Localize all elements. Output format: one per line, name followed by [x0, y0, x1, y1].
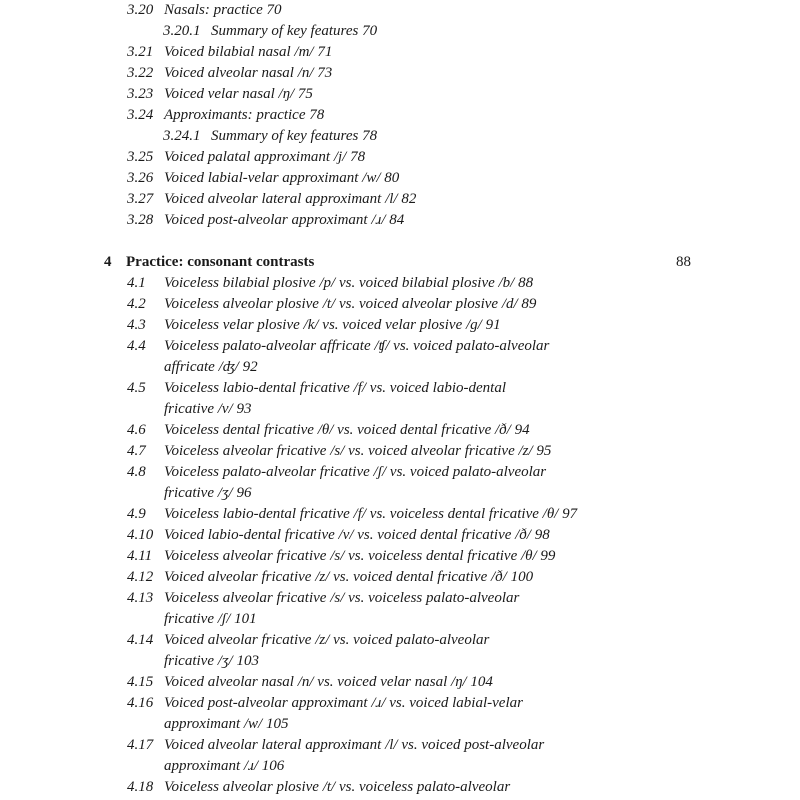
section-number: 4.6 — [127, 422, 146, 438]
section-number: 4.11 — [127, 548, 153, 564]
toc-section-entry[interactable] — [127, 0, 282, 21]
toc-section-entry[interactable] — [127, 294, 536, 315]
section-number: 4.2 — [127, 296, 146, 312]
section-number: 4.5 — [127, 380, 146, 396]
section-number: 4.9 — [127, 506, 146, 522]
section-title: Nasals: practice 70 — [164, 2, 282, 18]
toc-section-entry[interactable] — [127, 420, 530, 441]
toc-section-entry[interactable] — [127, 588, 519, 609]
section-title-continuation: fricative /v/ 93 — [164, 401, 252, 417]
toc-section-entry[interactable] — [127, 63, 332, 84]
section-number: 3.20.1 — [163, 23, 201, 39]
section-title: Voiceless labio-dental fricative /f/ vs. voiceless dental fricative /θ/ 97 — [164, 506, 578, 522]
section-number: 4.15 — [127, 674, 154, 690]
section-title: Voiced post-alveolar approximant /ɹ/ vs. voiced labial-velar — [164, 695, 523, 711]
section-number: 4.8 — [127, 464, 146, 480]
toc-section-continuation[interactable] — [164, 357, 258, 378]
toc-subsection-entry[interactable] — [163, 21, 377, 42]
toc-section-entry[interactable] — [127, 84, 313, 105]
section-title: Voiceless alveolar fricative /s/ vs. voiceless palato-alveolar — [164, 590, 520, 606]
toc-section-entry[interactable] — [127, 42, 332, 63]
toc-section-entry[interactable] — [127, 210, 404, 231]
section-number: 4.10 — [127, 527, 154, 543]
toc-section-entry[interactable] — [127, 147, 365, 168]
section-number: 4.12 — [127, 569, 154, 585]
section-number: 4.14 — [127, 632, 154, 648]
section-title-continuation: approximant /ɹ/ 106 — [164, 758, 285, 774]
section-number: 3.21 — [127, 44, 154, 60]
section-title-continuation: approximant /w/ 105 — [164, 716, 289, 732]
toc-section-entry[interactable] — [127, 462, 546, 483]
section-number: 3.26 — [127, 170, 154, 186]
section-title: Voiced palatal approximant /j/ 78 — [164, 149, 366, 165]
toc-section-continuation[interactable] — [164, 651, 259, 672]
toc-section-continuation[interactable] — [164, 483, 251, 504]
toc-section-entry[interactable] — [127, 630, 489, 651]
section-title: Voiced alveolar fricative /z/ vs. voiced dental fricative /ð/ 100 — [164, 569, 534, 585]
section-number: 3.24.1 — [163, 128, 201, 144]
section-number: 4.1 — [127, 275, 146, 291]
toc-section-entry[interactable] — [127, 336, 549, 357]
section-title-continuation: affricate /ʤ/ 92 — [164, 359, 258, 375]
section-number: 4.3 — [127, 317, 146, 333]
toc-section-entry[interactable] — [127, 735, 544, 756]
toc-section-entry[interactable] — [127, 693, 523, 714]
section-title: Voiced alveolar nasal /n/ vs. voiced velar nasal /ŋ/ 104 — [164, 674, 493, 690]
toc-section-entry[interactable] — [127, 546, 555, 567]
toc-section-continuation[interactable] — [164, 609, 257, 630]
section-title: Summary of key features 78 — [211, 128, 378, 144]
toc-section-entry[interactable] — [127, 777, 510, 798]
section-number: 4.4 — [127, 338, 146, 354]
toc-section-continuation[interactable] — [164, 756, 284, 777]
section-title: Voiceless bilabial plosive /p/ vs. voiced bilabial plosive /b/ 88 — [164, 275, 534, 291]
section-title: Voiceless labio-dental fricative /f/ vs. voiced labio-dental — [164, 380, 506, 396]
section-title-continuation: fricative /ʃ/ 101 — [164, 611, 257, 627]
toc-section-entry[interactable] — [127, 525, 550, 546]
section-title: Voiced alveolar lateral approximant /l/ vs. voiced post-alveolar — [164, 737, 545, 753]
section-number: 4.13 — [127, 590, 154, 606]
toc-section-entry[interactable] — [127, 189, 416, 210]
section-title: Voiceless alveolar fricative /s/ vs. voiceless dental fricative /θ/ 99 — [164, 548, 556, 564]
section-title: Voiceless palato-alveolar affricate /ʧ/ vs. voiced palato-alveolar — [164, 338, 550, 354]
section-number: 4.16 — [127, 695, 154, 711]
section-title: Voiceless velar plosive /k/ vs. voiced velar plosive /g/ 91 — [164, 317, 501, 333]
section-title: Voiced alveolar nasal /n/ 73 — [164, 65, 333, 81]
toc-section-entry[interactable] — [127, 105, 324, 126]
section-number: 3.22 — [127, 65, 154, 81]
section-title: Voiceless palato-alveolar fricative /ʃ/ vs. voiced palato-alveolar — [164, 464, 547, 480]
toc-section-continuation[interactable] — [164, 714, 288, 735]
toc-section-entry[interactable] — [127, 672, 493, 693]
toc-section-entry[interactable] — [127, 315, 501, 336]
section-number: 3.27 — [127, 191, 154, 207]
toc-section-entry[interactable] — [127, 273, 533, 294]
toc-section-entry[interactable] — [127, 504, 577, 525]
chapter-number: 4 — [104, 254, 112, 270]
toc-section-entry[interactable] — [127, 168, 399, 189]
section-title: Voiced bilabial nasal /m/ 71 — [164, 44, 333, 60]
toc-section-continuation[interactable] — [164, 399, 251, 420]
section-title: Voiceless alveolar plosive /t/ vs. voiceless palato-alveolar — [164, 779, 511, 795]
section-title: Voiced velar nasal /ŋ/ 75 — [164, 86, 313, 102]
section-number: 4.18 — [127, 779, 154, 795]
section-title: Voiced alveolar fricative /z/ vs. voiced palato-alveolar — [164, 632, 490, 648]
section-title-continuation: fricative /ʒ/ 96 — [164, 485, 252, 501]
toc-section-entry[interactable] — [127, 378, 506, 399]
section-number: 3.25 — [127, 149, 154, 165]
section-number: 3.24 — [127, 107, 154, 123]
section-title: Voiceless alveolar plosive /t/ vs. voiced alveolar plosive /d/ 89 — [164, 296, 537, 312]
section-title: Summary of key features 70 — [211, 23, 378, 39]
section-title: Voiceless dental fricative /θ/ vs. voiced dental fricative /ð/ 94 — [164, 422, 530, 438]
section-title: Voiceless alveolar fricative /s/ vs. voiced alveolar fricative /z/ 95 — [164, 443, 552, 459]
section-number: 3.20 — [127, 2, 154, 18]
section-title: Voiced labial-velar approximant /w/ 80 — [164, 170, 400, 186]
toc-section-entry[interactable] — [127, 441, 551, 462]
chapter-page-number: 88 — [676, 254, 691, 270]
chapter-title: Practice: consonant contrasts — [126, 254, 315, 270]
section-title: Voiced labio-dental fricative /v/ vs. voiced dental fricative /ð/ 98 — [164, 527, 550, 543]
section-title: Approximants: practice 78 — [164, 107, 325, 123]
section-title-continuation: fricative /ʒ/ 103 — [164, 653, 259, 669]
toc-section-entry[interactable] — [127, 567, 533, 588]
section-number: 3.23 — [127, 86, 154, 102]
toc-subsection-entry[interactable] — [163, 126, 377, 147]
section-title: Voiced post-alveolar approximant /ɹ/ 84 — [164, 212, 405, 228]
section-number: 4.7 — [127, 443, 146, 459]
toc-chapter-heading[interactable] — [104, 252, 314, 273]
section-title: Voiced alveolar lateral approximant /l/ 82 — [164, 191, 417, 207]
section-number: 4.17 — [127, 737, 154, 753]
section-number: 3.28 — [127, 212, 154, 228]
